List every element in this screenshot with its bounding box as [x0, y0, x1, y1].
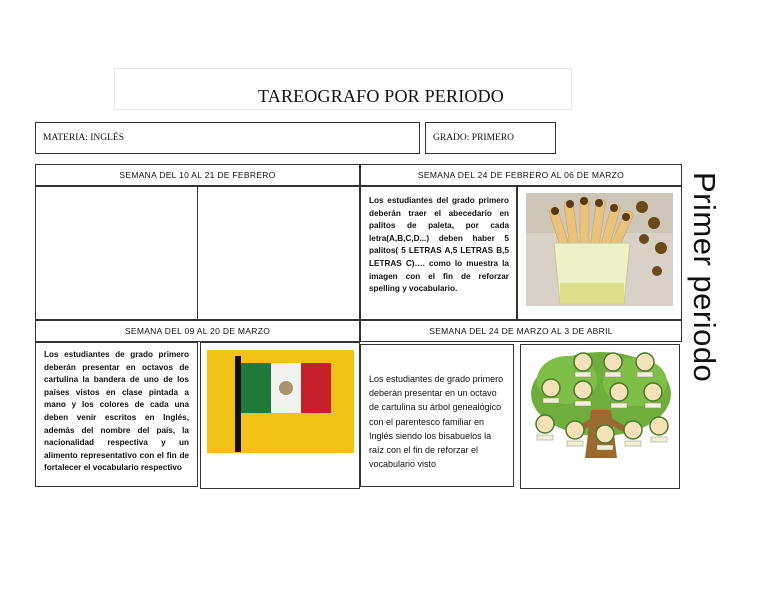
- grado-field: GRADO: PRIMERO: [425, 122, 556, 154]
- mexico-flag-photo: [207, 350, 354, 453]
- week-3-text: Los estudiantes de grado primero deberán presentar en octavos de cartulina la bandera de uno de los países vistos en clase pintada a mano y los colores de cada una deben venir escritos en Inglés, además del nombre del país, la nacionalidad respectiva y un alimento representativo con el fin de fortalecer el vocabulario respectivo: [44, 350, 189, 473]
- week-2-header: [360, 164, 682, 186]
- page-title: TAREOGRAFO POR PERIODO: [258, 86, 504, 106]
- week-2-text-cell: [360, 186, 517, 320]
- week-2-text: Los estudiantes del grado primero deberán traer el abecedario en palitos de paleta, por cada letra(A,B,C,D...) deben haber 5 palitos( 5 LETRAS A,5 LETRAS B,5 LETRAS C)…. como lo muestra la imagen con el fin de reforzar spelling y vocabulario.: [369, 196, 509, 294]
- week-1-title: SEMANA DEL 10 AL 21 DE FEBRERO: [119, 170, 276, 180]
- week-4-text: Los estudiantes de grado primero deberán presentar en un octavo de cartulina su árbol genealógico con el parentesco familiar en Inglés siendo los bisabuelos la raíz con el fin de reforzar el vocabulario visto: [369, 374, 504, 470]
- week-4-text-cell: [360, 344, 514, 487]
- week-1-text-cell: [35, 186, 198, 320]
- week-1-header: [35, 164, 360, 186]
- week-3-image-cell: [200, 342, 360, 489]
- week-2-title: SEMANA DEL 24 DE FEBRERO AL 06 DE MARZO: [417, 170, 625, 180]
- week-3-title: SEMANA DEL 09 AL 20 DE MARZO: [124, 326, 271, 336]
- side-period-label: Primer periodo: [687, 172, 722, 383]
- week-4-header: [360, 320, 682, 342]
- week-2-image-cell: [517, 186, 682, 320]
- family-tree-drawing: [527, 350, 675, 462]
- week-4-title: SEMANA DEL 24 DE MARZO AL 3 DE ABRIL: [429, 326, 613, 336]
- week-1-image-cell: [197, 186, 360, 320]
- alphabet-sticks-photo: [526, 193, 673, 306]
- week-3-text-cell: [35, 342, 198, 487]
- week-3-header: [35, 320, 360, 342]
- week-4-image-cell: [520, 344, 680, 489]
- materia-field: MATERIA: INGLÉS: [35, 122, 420, 154]
- side-period-label-container: [686, 172, 726, 432]
